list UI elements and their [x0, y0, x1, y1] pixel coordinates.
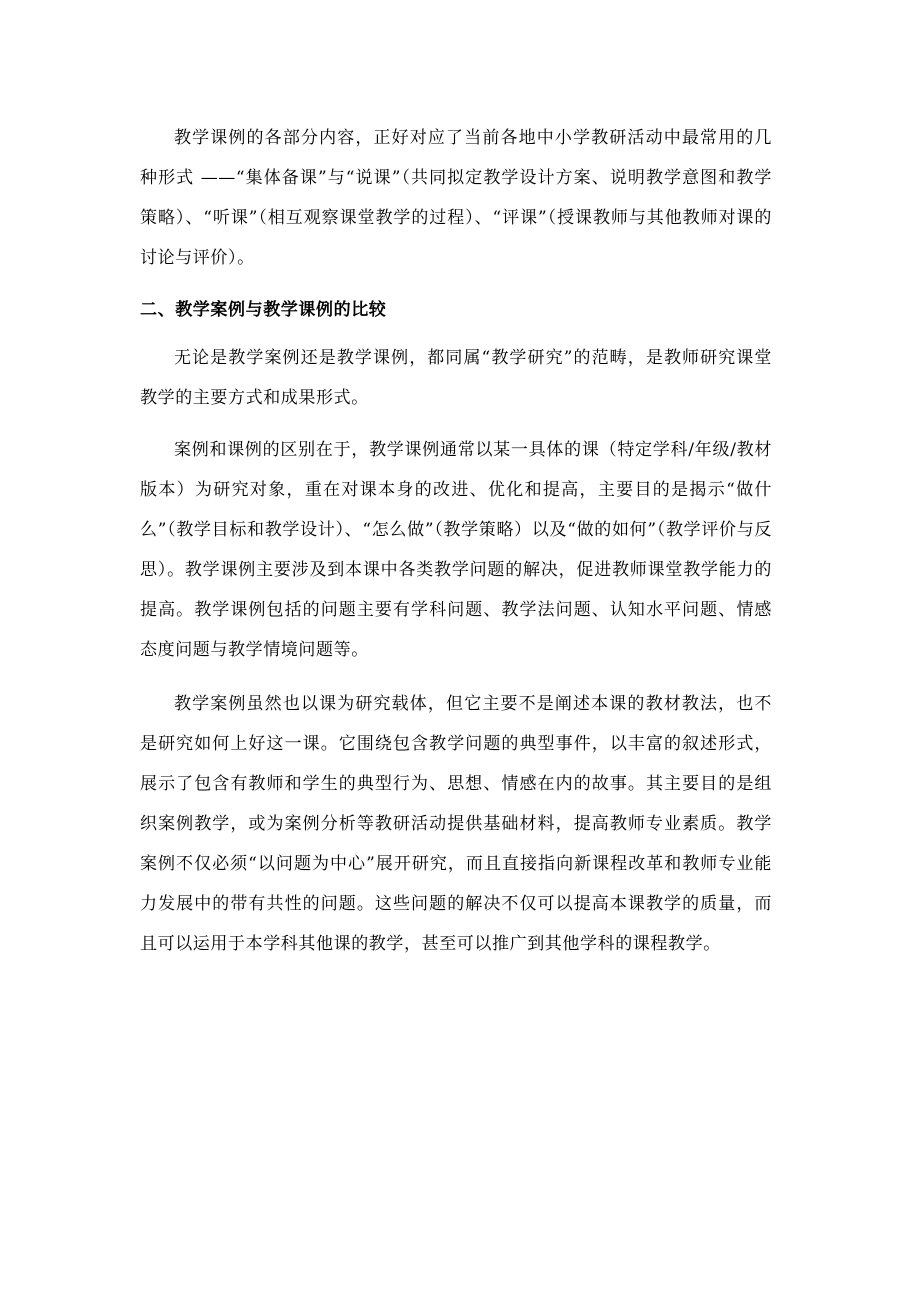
paragraph-common-category: 无论是教学案例还是教学课例，都同属“教学研究”的范畴，是教师研究课堂教学的主要方式和成果形式。	[140, 348, 772, 408]
paragraph-lesson-example-parts: 教学课例的各部分内容，正好对应了当前各地中小学教研活动中最常用的几种形式 ——“集体备课”与“说课”（共同拟定教学设计方案、说明教学意图和教学策略）、“听课”（相互观察课堂教学的过程）、“评课”（授课教师与其他教师对课的讨论与评价）。	[140, 128, 772, 268]
paragraph-difference: 案例和课例的区别在于，教学课例通常以某一具体的课（特定学科/年级/教材版本）为研究对象，重在对课本身的改进、优化和提高，主要目的是揭示“做什么”（教学目标和教学设计）、“怎么做”（教学策略）以及“做的如何”（教学评价与反思）。教学课例主要涉及到本课中各类教学问题的解决，促进教师课堂教学能力的提高。教学课例包括的问题主要有学科问题、教学法问题、认知水平问题、情感态度问题与教学情境问题等。	[140, 440, 772, 660]
paragraph-teaching-case: 教学案例虽然也以课为研究载体，但它主要不是阐述本课的教材教法，也不是研究如何上好这一课。它围绕包含教学问题的典型事件，以丰富的叙述形式，展示了包含有教师和学生的典型行为、思想、情感在内的故事。其主要目的是组织案例教学，或为案例分析等教研活动提供基础材料，提高教师专业素质。教学案例不仅必须“以问题为中心”展开研究，而且直接指向新课程改革和教师专业能力发展中的带有共性的问题。这些问题的解决不仅可以提高本课教学的质量，而且可以运用于本学科其他课的教学，甚至可以推广到其他学科的课程教学。	[140, 694, 772, 954]
section-heading-comparison: 二、教学案例与教学课例的比较	[140, 300, 387, 320]
document-body	[140, 118, 772, 964]
